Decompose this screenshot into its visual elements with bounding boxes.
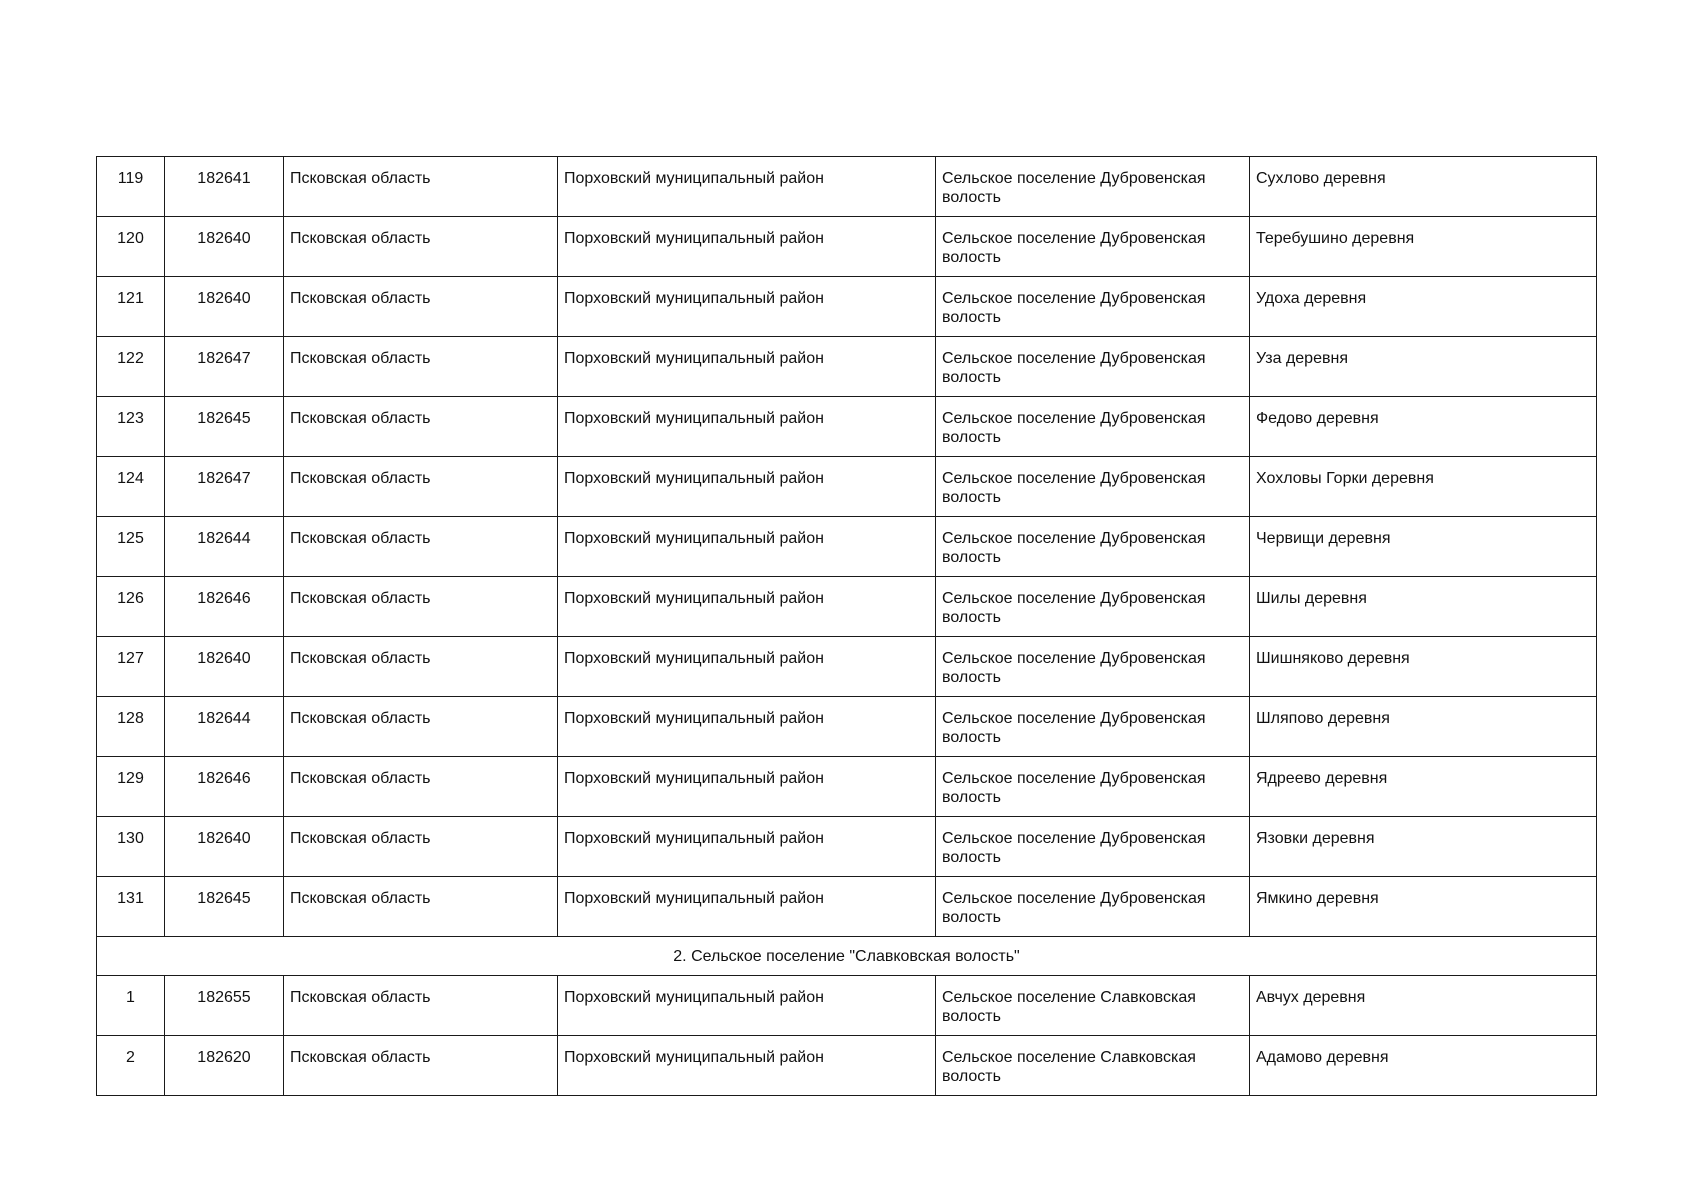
district-cell: Порховский муниципальный район: [558, 397, 936, 457]
row-number-cell: 119: [97, 157, 165, 217]
district-cell: Порховский муниципальный район: [558, 877, 936, 937]
settlement-cell: Сельское поселение Дубровенская волость: [936, 817, 1250, 877]
postal-code-cell: 182640: [165, 277, 284, 337]
row-number-cell: 122: [97, 337, 165, 397]
postal-code-cell: 182640: [165, 217, 284, 277]
settlement-cell: Сельское поселение Дубровенская волость: [936, 757, 1250, 817]
region-cell: Псковская область: [284, 637, 558, 697]
row-number-cell: 125: [97, 517, 165, 577]
region-cell: Псковская область: [284, 277, 558, 337]
village-cell: Авчух деревня: [1250, 976, 1597, 1036]
village-cell: Хохловы Горки деревня: [1250, 457, 1597, 517]
region-cell: Псковская область: [284, 517, 558, 577]
postal-code-cell: 182647: [165, 337, 284, 397]
section-header-row: [97, 937, 1597, 976]
settlement-cell: Сельское поселение Дубровенская волость: [936, 157, 1250, 217]
region-cell: Псковская область: [284, 1036, 558, 1096]
village-cell: Ямкино деревня: [1250, 877, 1597, 937]
postal-code-cell: 182644: [165, 517, 284, 577]
village-cell: Адамово деревня: [1250, 1036, 1597, 1096]
village-cell: Федово деревня: [1250, 397, 1597, 457]
settlement-cell: Сельское поселение Дубровенская волость: [936, 457, 1250, 517]
village-cell: Шляпово деревня: [1250, 697, 1597, 757]
region-cell: Псковская область: [284, 757, 558, 817]
table-row: [97, 877, 1597, 937]
region-cell: Псковская область: [284, 397, 558, 457]
settlement-cell: Сельское поселение Дубровенская волость: [936, 637, 1250, 697]
district-cell: Порховский муниципальный район: [558, 637, 936, 697]
row-number-cell: 130: [97, 817, 165, 877]
village-cell: Уза деревня: [1250, 337, 1597, 397]
village-cell: Удоха деревня: [1250, 277, 1597, 337]
region-cell: Псковская область: [284, 457, 558, 517]
table-row: [97, 157, 1597, 217]
row-number-cell: 123: [97, 397, 165, 457]
settlement-cell: Сельское поселение Дубровенская волость: [936, 517, 1250, 577]
row-number-cell: 2: [97, 1036, 165, 1096]
village-cell: Шилы деревня: [1250, 577, 1597, 637]
table-row: [97, 337, 1597, 397]
region-cell: Псковская область: [284, 817, 558, 877]
row-number-cell: 1: [97, 976, 165, 1036]
postal-code-cell: 182645: [165, 397, 284, 457]
row-number-cell: 120: [97, 217, 165, 277]
table-row: [97, 976, 1597, 1036]
section-title: 2. Сельское поселение "Славковская волость": [97, 937, 1597, 976]
district-cell: Порховский муниципальный район: [558, 217, 936, 277]
district-cell: Порховский муниципальный район: [558, 757, 936, 817]
region-cell: Псковская область: [284, 697, 558, 757]
region-cell: Псковская область: [284, 976, 558, 1036]
district-cell: Порховский муниципальный район: [558, 976, 936, 1036]
district-cell: Порховский муниципальный район: [558, 697, 936, 757]
table-row: [97, 1036, 1597, 1096]
district-cell: Порховский муниципальный район: [558, 277, 936, 337]
village-cell: Сухлово деревня: [1250, 157, 1597, 217]
row-number-cell: 131: [97, 877, 165, 937]
village-cell: Ядреево деревня: [1250, 757, 1597, 817]
settlement-cell: Сельское поселение Дубровенская волость: [936, 277, 1250, 337]
row-number-cell: 128: [97, 697, 165, 757]
district-cell: Порховский муниципальный район: [558, 457, 936, 517]
district-cell: Порховский муниципальный район: [558, 157, 936, 217]
settlement-cell: Сельское поселение Дубровенская волость: [936, 217, 1250, 277]
row-number-cell: 126: [97, 577, 165, 637]
village-cell: Шишняково деревня: [1250, 637, 1597, 697]
district-cell: Порховский муниципальный район: [558, 337, 936, 397]
region-cell: Псковская область: [284, 577, 558, 637]
postal-code-cell: 182620: [165, 1036, 284, 1096]
postal-code-cell: 182646: [165, 757, 284, 817]
settlement-cell: Сельское поселение Славковская волость: [936, 1036, 1250, 1096]
region-cell: Псковская область: [284, 877, 558, 937]
settlement-cell: Сельское поселение Дубровенская волость: [936, 877, 1250, 937]
district-cell: Порховский муниципальный район: [558, 577, 936, 637]
region-cell: Псковская область: [284, 217, 558, 277]
row-number-cell: 127: [97, 637, 165, 697]
postal-code-cell: 182645: [165, 877, 284, 937]
settlement-cell: Сельское поселение Дубровенская волость: [936, 397, 1250, 457]
settlements-table: [96, 156, 1597, 1096]
region-cell: Псковская область: [284, 337, 558, 397]
district-cell: Порховский муниципальный район: [558, 517, 936, 577]
village-cell: Язовки деревня: [1250, 817, 1597, 877]
table-row: [97, 697, 1597, 757]
district-cell: Порховский муниципальный район: [558, 1036, 936, 1096]
table-row: [97, 217, 1597, 277]
postal-code-cell: 182647: [165, 457, 284, 517]
table-row: [97, 517, 1597, 577]
village-cell: Червищи деревня: [1250, 517, 1597, 577]
postal-code-cell: 182641: [165, 157, 284, 217]
settlement-cell: Сельское поселение Славковская волость: [936, 976, 1250, 1036]
settlement-cell: Сельское поселение Дубровенская волость: [936, 697, 1250, 757]
postal-code-cell: 182644: [165, 697, 284, 757]
document-page: [96, 156, 1596, 1096]
region-cell: Псковская область: [284, 157, 558, 217]
row-number-cell: 121: [97, 277, 165, 337]
village-cell: Теребушино деревня: [1250, 217, 1597, 277]
table-row: [97, 637, 1597, 697]
postal-code-cell: 182640: [165, 637, 284, 697]
table-row: [97, 457, 1597, 517]
table-row: [97, 397, 1597, 457]
table-row: [97, 577, 1597, 637]
table-row: [97, 277, 1597, 337]
settlement-cell: Сельское поселение Дубровенская волость: [936, 337, 1250, 397]
settlement-cell: Сельское поселение Дубровенская волость: [936, 577, 1250, 637]
postal-code-cell: 182646: [165, 577, 284, 637]
table-row: [97, 757, 1597, 817]
row-number-cell: 124: [97, 457, 165, 517]
postal-code-cell: 182640: [165, 817, 284, 877]
district-cell: Порховский муниципальный район: [558, 817, 936, 877]
table-body: [97, 157, 1597, 1096]
table-row: [97, 817, 1597, 877]
postal-code-cell: 182655: [165, 976, 284, 1036]
row-number-cell: 129: [97, 757, 165, 817]
